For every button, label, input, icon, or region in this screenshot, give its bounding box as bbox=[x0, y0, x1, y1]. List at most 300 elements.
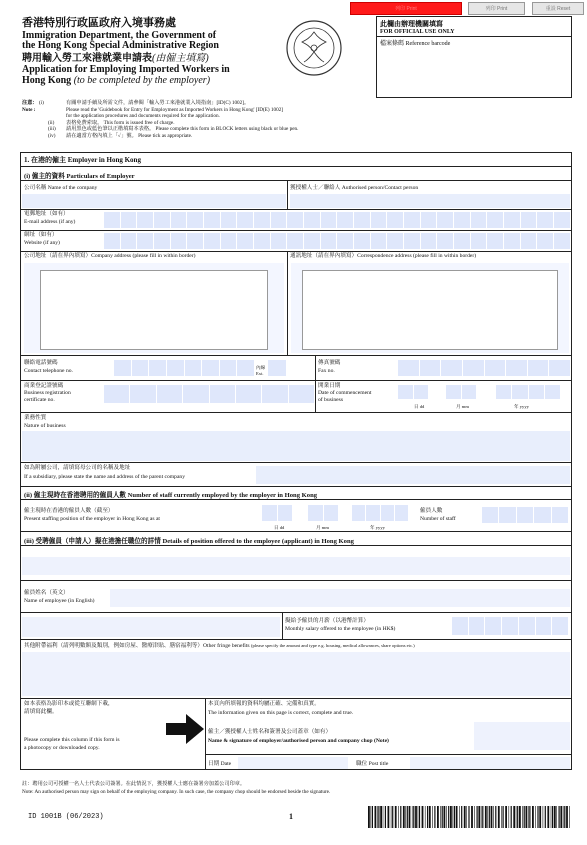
tel-input[interactable] bbox=[114, 360, 254, 376]
barcode-bar bbox=[398, 806, 399, 828]
char-cell[interactable] bbox=[287, 233, 303, 249]
char-cell[interactable] bbox=[220, 360, 237, 376]
br-label-zh: 商業登記證號碼 bbox=[24, 383, 64, 389]
char-cell[interactable] bbox=[271, 233, 287, 249]
staffing-day-input[interactable] bbox=[262, 505, 292, 521]
barcode-bar bbox=[456, 806, 458, 828]
char-cell[interactable] bbox=[237, 360, 254, 376]
char-cell[interactable] bbox=[536, 617, 552, 635]
date-input[interactable] bbox=[238, 757, 348, 769]
char-cell[interactable] bbox=[469, 617, 485, 635]
barcode-bar bbox=[368, 806, 370, 828]
section-1-title: 1. 在港的僱主 Employer in Hong Kong bbox=[24, 156, 141, 164]
nature-input[interactable] bbox=[22, 431, 570, 461]
signature-input[interactable] bbox=[474, 722, 570, 750]
barcode-bar bbox=[556, 806, 557, 828]
official-use-en: FOR OFFICIAL USE ONLY bbox=[377, 29, 571, 37]
char-cell[interactable] bbox=[121, 233, 137, 249]
email-label-en: E-mail address (if any) bbox=[24, 219, 76, 225]
char-cell[interactable] bbox=[554, 233, 570, 249]
char-cell[interactable] bbox=[202, 360, 219, 376]
char-cell[interactable] bbox=[421, 212, 437, 228]
barcode-bar bbox=[388, 806, 390, 828]
staffing-day-label: 日 dd bbox=[274, 525, 285, 530]
staffing-month-label: 月 mm bbox=[316, 525, 329, 530]
barcode-bar bbox=[383, 806, 384, 828]
char-cell[interactable] bbox=[395, 505, 408, 521]
barcode-bar bbox=[485, 806, 487, 828]
barcode-bar bbox=[569, 806, 570, 828]
char-cell[interactable] bbox=[236, 385, 261, 403]
nature-label-zh: 業務性質 bbox=[24, 415, 47, 421]
opening-year-input[interactable] bbox=[496, 385, 560, 399]
photocopy-note-en-1: Please complete this column if this form is bbox=[24, 737, 120, 743]
header-block bbox=[22, 18, 282, 86]
fax-label-en: Fax no. bbox=[318, 368, 335, 374]
char-cell[interactable] bbox=[287, 212, 303, 228]
char-cell[interactable] bbox=[204, 233, 220, 249]
char-cell[interactable] bbox=[149, 360, 166, 376]
post-title-input[interactable] bbox=[22, 617, 280, 637]
barcode-bar bbox=[461, 806, 462, 828]
contact-person-label: 獲授權人士／聯絡人 Authorised person/Contact person bbox=[290, 185, 419, 191]
salary-label-zh: 擬給予僱員的月薪（以港幣計算） bbox=[285, 618, 369, 624]
barcode-bar bbox=[446, 806, 447, 828]
opening-day-input[interactable] bbox=[398, 385, 428, 399]
barcode-bar bbox=[415, 806, 417, 828]
photocopy-note-en-2: a photocopy or downloaded copy. bbox=[24, 745, 100, 751]
note-1-en: Please read the 'Guidebook for Entry for Employment as Imported Workers in Hong Kong' [ID(E) 1002] bbox=[66, 106, 284, 113]
barcode-bar bbox=[535, 806, 536, 828]
char-cell[interactable] bbox=[262, 385, 287, 403]
notes-label-zh: 注意： bbox=[22, 100, 38, 106]
note-3: 請用黑色或藍色筆以正楷填寫本表格。 Please complete this form in BLOCK letters using black or blue pen. bbox=[66, 126, 299, 133]
char-cell[interactable] bbox=[254, 212, 270, 228]
br-label-en-2: certificate no. bbox=[24, 397, 55, 403]
barcode-bar bbox=[407, 806, 408, 828]
char-cell[interactable] bbox=[130, 385, 155, 403]
fax-input[interactable] bbox=[398, 360, 570, 376]
company-address-label: 公司地址（請在界內填寫）Company address (please fill in within border) bbox=[24, 253, 196, 259]
staffing-month-input[interactable] bbox=[308, 505, 338, 521]
char-cell[interactable] bbox=[437, 212, 453, 228]
barcode-bar bbox=[380, 806, 382, 828]
hksar-emblem-icon bbox=[284, 18, 344, 78]
char-cell[interactable] bbox=[485, 617, 501, 635]
fax-label-zh: 傳真號碼 bbox=[318, 360, 341, 366]
char-cell[interactable] bbox=[521, 212, 537, 228]
staff-number-input[interactable] bbox=[482, 507, 568, 523]
char-cell[interactable] bbox=[446, 385, 461, 399]
barcode-bar bbox=[498, 806, 500, 828]
char-cell[interactable] bbox=[121, 212, 137, 228]
barcode-bar bbox=[519, 806, 521, 828]
nature-label-en: Nature of business bbox=[24, 423, 66, 429]
char-cell[interactable] bbox=[387, 233, 403, 249]
company-address-box[interactable] bbox=[40, 270, 268, 350]
char-cell[interactable] bbox=[354, 212, 370, 228]
char-cell[interactable] bbox=[519, 617, 535, 635]
form-title-en-2: Hong Kong bbox=[22, 75, 72, 86]
char-cell[interactable] bbox=[506, 360, 527, 376]
char-cell[interactable] bbox=[537, 233, 553, 249]
char-cell[interactable] bbox=[271, 212, 287, 228]
char-cell[interactable] bbox=[381, 505, 394, 521]
company-name-label: 公司名稱 Name of the company bbox=[24, 185, 98, 191]
barcode-bar bbox=[466, 806, 467, 828]
barcode-bar bbox=[392, 806, 393, 828]
char-cell[interactable] bbox=[371, 233, 387, 249]
note-1-zh: 有關申請手續及所需文件，請參閱「輸入勞工來港就業入境指南」[ID(C) 1002]。 bbox=[66, 100, 250, 106]
char-cell[interactable] bbox=[104, 212, 120, 228]
char-cell[interactable] bbox=[549, 360, 570, 376]
subsection-i-title: (i) 僱主的資料 Particulars of Employer bbox=[24, 173, 135, 180]
barcode-bar bbox=[493, 806, 494, 828]
char-cell[interactable] bbox=[504, 212, 520, 228]
signature-label-en: Name & signature of employer/authorised person and company chop (Note) bbox=[208, 738, 389, 744]
char-cell[interactable] bbox=[414, 385, 429, 399]
char-cell[interactable] bbox=[352, 505, 365, 521]
char-cell[interactable] bbox=[171, 233, 187, 249]
barcode-bar bbox=[560, 806, 562, 828]
form-title-zh-suffix: (由僱主填寫) bbox=[152, 53, 209, 64]
barcode-bar bbox=[453, 806, 454, 828]
char-cell[interactable] bbox=[552, 617, 568, 635]
char-cell[interactable] bbox=[545, 385, 560, 399]
char-cell[interactable] bbox=[304, 212, 320, 228]
declaration-en: The information given on this page is correct, complete and true. bbox=[208, 710, 354, 716]
form-title-en-suffix: (to be completed by the employer) bbox=[73, 75, 211, 86]
barcode-bar bbox=[454, 806, 455, 828]
opening-label-en-2: of business bbox=[318, 397, 344, 403]
barcode-bar bbox=[491, 806, 493, 828]
char-cell[interactable] bbox=[254, 233, 270, 249]
page-number: 1 bbox=[289, 812, 293, 821]
notes-section bbox=[22, 100, 562, 140]
barcode-bar bbox=[524, 806, 525, 828]
char-cell[interactable] bbox=[104, 233, 120, 249]
barcode-bar bbox=[450, 806, 452, 828]
barcode-bar bbox=[564, 806, 565, 828]
barcode-bar bbox=[413, 806, 414, 828]
barcode-bar bbox=[409, 806, 411, 828]
char-cell[interactable] bbox=[537, 212, 553, 228]
notes-label-en: Note : bbox=[22, 106, 36, 113]
br-input[interactable] bbox=[104, 385, 314, 403]
barcode-bar bbox=[471, 806, 473, 828]
barcode-bar bbox=[425, 806, 426, 828]
note-1-num: (i) bbox=[39, 100, 44, 106]
salary-label-en: Monthly salary offered to the employee (in HK$) bbox=[285, 626, 396, 632]
staff-number-label-en: Number of staff bbox=[420, 516, 456, 522]
char-cell[interactable] bbox=[387, 212, 403, 228]
note-1-en-2: for the application procedures and documents required for the application. bbox=[66, 113, 220, 120]
char-cell[interactable] bbox=[137, 212, 153, 228]
reset-button[interactable]: 重設 Reset bbox=[532, 2, 584, 15]
barcode-bar bbox=[551, 806, 552, 828]
char-cell[interactable] bbox=[289, 385, 314, 403]
barcode-bar bbox=[377, 806, 378, 828]
barcode-bar bbox=[378, 806, 379, 828]
char-cell[interactable] bbox=[114, 360, 131, 376]
barcode-bar bbox=[412, 806, 413, 828]
footer-note-zh: 註：聘用公司可授權一名人士代表公司簽署。在此情況下，獲授權人士應在簽署旁加蓋公司印章。 bbox=[22, 781, 246, 787]
char-cell[interactable] bbox=[517, 507, 533, 523]
char-cell[interactable] bbox=[157, 385, 182, 403]
name-english-input[interactable] bbox=[110, 589, 570, 607]
subsidiary-label-zh: 如為附屬公司，請填寫母公司的名稱及地址 bbox=[24, 465, 131, 471]
char-cell[interactable] bbox=[504, 233, 520, 249]
company-name-input[interactable] bbox=[22, 194, 286, 208]
opening-day-label: 日 dd bbox=[414, 404, 425, 409]
barcode-bar bbox=[566, 806, 568, 828]
char-cell[interactable] bbox=[404, 233, 420, 249]
barcode-bar bbox=[543, 806, 544, 828]
barcode-bar bbox=[371, 806, 372, 828]
barcode-bar bbox=[563, 806, 564, 828]
char-cell[interactable] bbox=[421, 233, 437, 249]
barcode-bar bbox=[400, 806, 401, 828]
website-label-zh: 網址（如有） bbox=[24, 232, 58, 238]
ext-label-en: Ext. bbox=[256, 371, 264, 376]
correspondence-address-box[interactable] bbox=[302, 270, 558, 350]
char-cell[interactable] bbox=[521, 233, 537, 249]
tel-label-zh: 聯絡電話號碼 bbox=[24, 360, 58, 366]
post-title-2-input[interactable] bbox=[410, 757, 570, 769]
char-cell[interactable] bbox=[471, 233, 487, 249]
barcode-bar bbox=[503, 806, 504, 828]
barcode-bar bbox=[477, 806, 478, 828]
barcode-bar bbox=[385, 806, 386, 828]
char-cell[interactable] bbox=[499, 507, 515, 523]
barcode-bar bbox=[526, 806, 528, 828]
char-cell[interactable] bbox=[324, 505, 339, 521]
opening-year-label: 年 yyyy bbox=[514, 404, 529, 409]
dept-title-en-2: the Hong Kong Special Administrative Region bbox=[22, 40, 219, 51]
opening-month-input[interactable] bbox=[446, 385, 476, 399]
barcode-bar bbox=[418, 806, 419, 828]
char-cell[interactable] bbox=[398, 385, 413, 399]
barcode-bar bbox=[481, 806, 482, 828]
char-cell[interactable] bbox=[404, 212, 420, 228]
barcode-bar bbox=[434, 806, 435, 828]
barcode-bar bbox=[478, 806, 480, 828]
char-cell[interactable] bbox=[278, 505, 293, 521]
barcode-bar bbox=[529, 806, 530, 828]
barcode-bar bbox=[537, 806, 538, 828]
char-cell[interactable] bbox=[487, 233, 503, 249]
email-label-zh: 電郵地址（如有） bbox=[24, 211, 69, 217]
barcode-icon bbox=[368, 806, 572, 828]
barcode-bar bbox=[487, 806, 488, 828]
char-cell[interactable] bbox=[554, 212, 570, 228]
char-cell[interactable] bbox=[463, 360, 484, 376]
fringe-benefits-input[interactable] bbox=[22, 652, 570, 696]
fringe-benefits-text: 其他附帶福利（請列明數額及類別，例如房屋、醫療津貼、膳宿福利等）Other fringe benefits bbox=[24, 643, 250, 649]
email-input[interactable] bbox=[104, 212, 570, 228]
reference-barcode-label: 檔案條碼 Reference barcode bbox=[380, 41, 451, 47]
barcode-bar bbox=[545, 806, 546, 828]
post-title-2-label: 職位 Post title bbox=[356, 761, 389, 767]
char-cell[interactable] bbox=[485, 360, 506, 376]
char-cell[interactable] bbox=[154, 212, 170, 228]
staff-number-label-zh: 僱員人數 bbox=[420, 508, 443, 514]
contact-person-input[interactable] bbox=[290, 194, 570, 208]
char-cell[interactable] bbox=[441, 360, 462, 376]
char-cell[interactable] bbox=[534, 507, 550, 523]
char-cell[interactable] bbox=[487, 212, 503, 228]
photocopy-note-zh-2: 請填寫此欄。 bbox=[24, 709, 58, 715]
barcode-bar bbox=[448, 806, 449, 828]
staffing-label-zh: 僱主現時在香港的僱員人數（截至） bbox=[24, 508, 114, 514]
tel-label-en: Contact telephone no. bbox=[24, 368, 73, 374]
char-cell[interactable] bbox=[354, 233, 370, 249]
char-cell[interactable] bbox=[268, 360, 286, 376]
note-3-num: (iii) bbox=[48, 126, 56, 133]
barcode-bar bbox=[464, 806, 466, 828]
barcode-bar bbox=[403, 806, 405, 828]
char-cell[interactable] bbox=[552, 507, 568, 523]
website-label-en: Website (if any) bbox=[24, 240, 60, 246]
official-use-zh: 此欄由辦理機關填寫 bbox=[380, 20, 443, 28]
char-cell[interactable] bbox=[398, 360, 419, 376]
char-cell[interactable] bbox=[452, 617, 468, 635]
correspondence-address-label: 通訊地址（請在界內填寫）Correspondence address (please fill in within border) bbox=[290, 253, 477, 259]
declaration-zh: 本頁內所填報的資料均屬正確、完備和真實。 bbox=[208, 701, 320, 707]
char-cell[interactable] bbox=[337, 233, 353, 249]
arrow-right-icon bbox=[166, 714, 204, 744]
barcode-bar bbox=[489, 806, 490, 828]
char-cell[interactable] bbox=[187, 233, 203, 249]
barcode-bar bbox=[501, 806, 502, 828]
barcode-bar bbox=[516, 806, 517, 828]
char-cell[interactable] bbox=[528, 360, 549, 376]
char-cell[interactable] bbox=[221, 233, 237, 249]
footer-note-en: Note: An authorised person may sign on behalf of the employing company. In such case, the company chop should be endorsed beside the signature. bbox=[22, 789, 331, 795]
char-cell[interactable] bbox=[371, 212, 387, 228]
name-chinese-input[interactable] bbox=[22, 557, 570, 575]
barcode-bar bbox=[474, 806, 475, 828]
barcode-bar bbox=[482, 806, 483, 828]
barcode-bar bbox=[395, 806, 397, 828]
barcode-bar bbox=[547, 806, 549, 828]
char-cell[interactable] bbox=[132, 360, 149, 376]
dept-title-zh: 香港特別行政區政府入境事務處 bbox=[22, 17, 176, 29]
barcode-bar bbox=[391, 806, 392, 828]
char-cell[interactable] bbox=[529, 385, 544, 399]
subsection-ii-title: (ii) 僱主現時在香港聘用的僱員人數 Number of staff currently employed by the employer in Hong Kong bbox=[24, 492, 318, 499]
print-button[interactable]: 列印 Print bbox=[468, 2, 525, 15]
staffing-year-input[interactable] bbox=[352, 505, 408, 521]
barcode-bar bbox=[522, 806, 523, 828]
barcode-bar bbox=[405, 806, 406, 828]
char-cell[interactable] bbox=[366, 505, 379, 521]
barcode-bar bbox=[539, 806, 541, 828]
char-cell[interactable] bbox=[420, 360, 441, 376]
barcode-bar bbox=[419, 806, 420, 828]
opening-label-en-1: Date of commencement bbox=[318, 390, 372, 396]
barcode-bar bbox=[429, 806, 431, 828]
char-cell[interactable] bbox=[496, 385, 511, 399]
barcode-bar bbox=[495, 806, 496, 828]
char-cell[interactable] bbox=[137, 233, 153, 249]
staffing-label-en: Present staffing position of the employer in Hong Kong as at bbox=[24, 516, 160, 522]
char-cell[interactable] bbox=[512, 385, 527, 399]
char-cell[interactable] bbox=[154, 233, 170, 249]
char-cell[interactable] bbox=[237, 212, 253, 228]
char-cell[interactable] bbox=[104, 385, 129, 403]
form-title-en-1: Application for Employing Imported Workers in bbox=[22, 64, 230, 75]
char-cell[interactable] bbox=[308, 505, 323, 521]
website-input[interactable] bbox=[104, 233, 570, 249]
note-4-num: (iv) bbox=[48, 132, 56, 139]
barcode-bar bbox=[528, 806, 529, 828]
barcode-bar bbox=[468, 806, 469, 828]
barcode-bar bbox=[552, 806, 553, 828]
ext-label-zh: 內線 bbox=[256, 365, 266, 370]
name-english-label-en: Name of employee (in English) bbox=[24, 598, 95, 604]
barcode-bar bbox=[375, 806, 377, 828]
form-id: ID 1001B (06/2023) bbox=[28, 813, 104, 821]
fringe-benefits-note: (please specify the amount and type e.g. housing, medical allowances, share options etc.) bbox=[251, 643, 415, 648]
char-cell[interactable] bbox=[437, 233, 453, 249]
char-cell[interactable] bbox=[321, 212, 337, 228]
char-cell[interactable] bbox=[204, 212, 220, 228]
char-cell[interactable] bbox=[183, 385, 208, 403]
barcode-bar bbox=[505, 806, 507, 828]
char-cell[interactable] bbox=[482, 507, 498, 523]
print-button-highlighted[interactable]: 列印 Print bbox=[350, 2, 462, 15]
char-cell[interactable] bbox=[185, 360, 202, 376]
char-cell[interactable] bbox=[462, 385, 477, 399]
signature-label-zh: 僱主／獲授權人士姓名和簽署及公司蓋章（如有） bbox=[208, 729, 332, 735]
subsidiary-input[interactable] bbox=[256, 466, 570, 484]
photocopy-note-zh-1: 如本表格為影印本或從互聯網下載， bbox=[24, 701, 114, 707]
subsidiary-label-en: If a subsidiary, please state the name and address of the parent company bbox=[24, 474, 186, 480]
char-cell[interactable] bbox=[167, 360, 184, 376]
char-cell[interactable] bbox=[187, 212, 203, 228]
subsection-iii-title: (iii) 受聘僱員（申請人）擬在港擔任職位的詳情 Details of position offered to the employee (applicant) in Hong Kong bbox=[24, 538, 354, 545]
char-cell[interactable] bbox=[321, 233, 337, 249]
barcode-bar bbox=[517, 806, 518, 828]
fringe-benefits-label bbox=[24, 642, 415, 650]
barcode-bar bbox=[559, 806, 560, 828]
barcode-bar bbox=[437, 806, 439, 828]
char-cell[interactable] bbox=[262, 505, 277, 521]
char-cell[interactable] bbox=[304, 233, 320, 249]
salary-input[interactable] bbox=[452, 617, 568, 635]
char-cell[interactable] bbox=[454, 212, 470, 228]
char-cell[interactable] bbox=[237, 233, 253, 249]
note-2: 表格免費索取。 This form is issued free of charge. bbox=[66, 119, 175, 126]
char-cell[interactable] bbox=[502, 617, 518, 635]
char-cell[interactable] bbox=[471, 212, 487, 228]
ext-input[interactable] bbox=[268, 360, 286, 376]
official-use-box bbox=[376, 16, 572, 98]
char-cell[interactable] bbox=[337, 212, 353, 228]
barcode-bar bbox=[440, 806, 441, 828]
char-cell[interactable] bbox=[454, 233, 470, 249]
char-cell[interactable] bbox=[171, 212, 187, 228]
date-label: 日期 Date bbox=[208, 761, 232, 767]
barcode-bar bbox=[554, 806, 556, 828]
char-cell[interactable] bbox=[210, 385, 235, 403]
char-cell[interactable] bbox=[221, 212, 237, 228]
barcode-bar bbox=[432, 806, 433, 828]
barcode-bar bbox=[532, 806, 534, 828]
note-2-num: (ii) bbox=[48, 119, 55, 126]
name-english-label-zh: 僱員姓名（英文） bbox=[24, 590, 69, 596]
